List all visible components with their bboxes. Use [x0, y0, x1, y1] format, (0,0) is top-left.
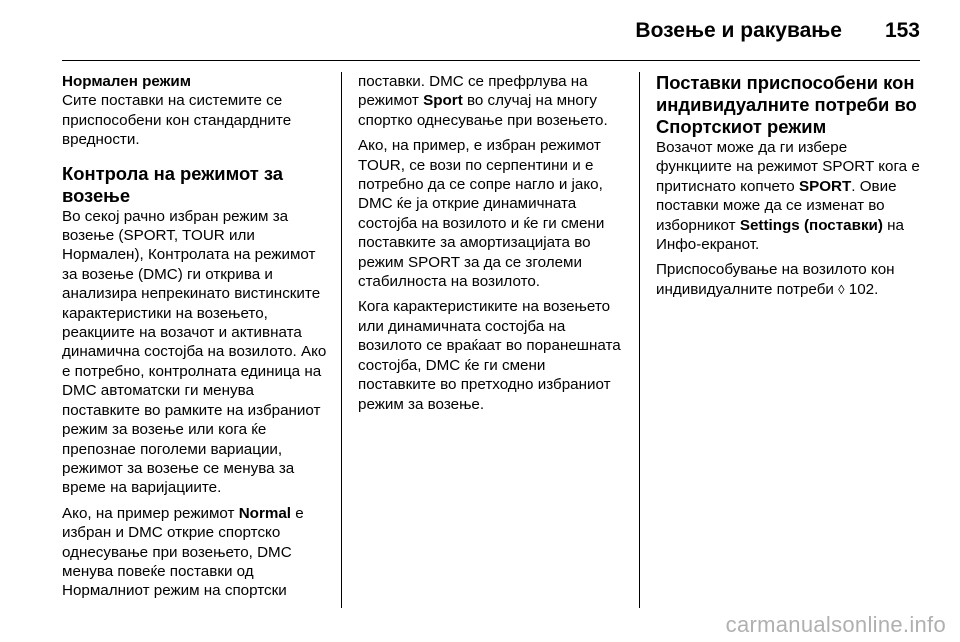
- column-3: [656, 72, 924, 299]
- header-rule: [62, 60, 920, 61]
- heading-individual-settings: Поставки приспособени кон индивидуалните потреби во Спортскиот режим: [656, 72, 917, 137]
- column-divider: [639, 72, 640, 608]
- page-header: [62, 14, 920, 48]
- paragraph: [656, 260, 924, 299]
- header-title: Возење и ракување: [635, 19, 842, 42]
- page-reference-icon: ◊: [838, 281, 845, 297]
- text-run: Приспособување на возилото кон индивидуалните потреби: [656, 261, 895, 298]
- paragraph: Во секој рачно избран режим за возење (SPORT, TOUR или Нормален), Контролата на режимот за возење (DMC) ги открива и анализира непрекинато вистинските карактеристики на возењето, реакциите на возачот и активната динамична состојба на возилото. Ако е потребно, контролната единица на DMC автоматски ги менува поставките во рамките на избраниот режим за возење или кога ќе препознае поголеми вариации, режимот за возење се менува за време на варијациите.: [62, 207, 327, 497]
- page-number: 153: [884, 19, 920, 42]
- column-divider: [341, 72, 342, 608]
- paragraph: Ако, на пример, е избран режимот TOUR, се вози по серпентини и е потребно да се сопре нагло и јако, DMC ќе ја открие динамичната состојба на возилото и ќе ги смени поставките за амортизацијата во режим SPORT за да се зголеми стабилноста на возилото.: [358, 137, 605, 291]
- text-run: Возачот може да ги избере функциите на режимот SPORT кога е притиснато копчето: [656, 139, 920, 195]
- paragraph: [358, 72, 626, 130]
- page-reference[interactable]: 102.: [844, 280, 879, 298]
- bold-term-settings-menu: Settings (поставки): [739, 216, 883, 234]
- watermark: carmanualsonline.info: [725, 612, 946, 637]
- bold-term-normal: Normal: [238, 504, 292, 522]
- paragraph: [62, 504, 330, 601]
- heading-normal-mode: Нормален режим: [62, 73, 191, 90]
- text-run: во случај на многу спортко однесување при возењето.: [358, 92, 608, 129]
- column-2: [358, 72, 626, 414]
- paragraph: [656, 138, 924, 254]
- text-run: е избран и DMC открие спортско однесување при возењето, DMC менува повеќе поставки од Нормалниот режим на спортски: [62, 504, 304, 600]
- bold-term-sport-button: SPORT: [798, 177, 852, 195]
- text-run: поставки. DMC се префрлува на режимот: [358, 73, 588, 110]
- heading-drive-mode-control: Контрола на режимот за возење: [62, 162, 283, 206]
- bold-term-sport: Sport: [423, 92, 463, 110]
- text-run: . Овие поставки може да се изменат во изборникот: [656, 177, 897, 234]
- paragraph: Кога карактеристиките на возењето или динамичната состојба на возилото се враќаат во поранешната состојба, DMC ќе ги смени поставките во претходно избраниот режим за возење.: [358, 298, 621, 413]
- column-1: [62, 72, 330, 601]
- text-run: Ако, на пример режимот: [62, 504, 239, 522]
- paragraph: Сите поставки на системите се приспособени кон стандардните вредности.: [62, 92, 292, 149]
- text-run: на Инфо-екранот.: [656, 216, 905, 254]
